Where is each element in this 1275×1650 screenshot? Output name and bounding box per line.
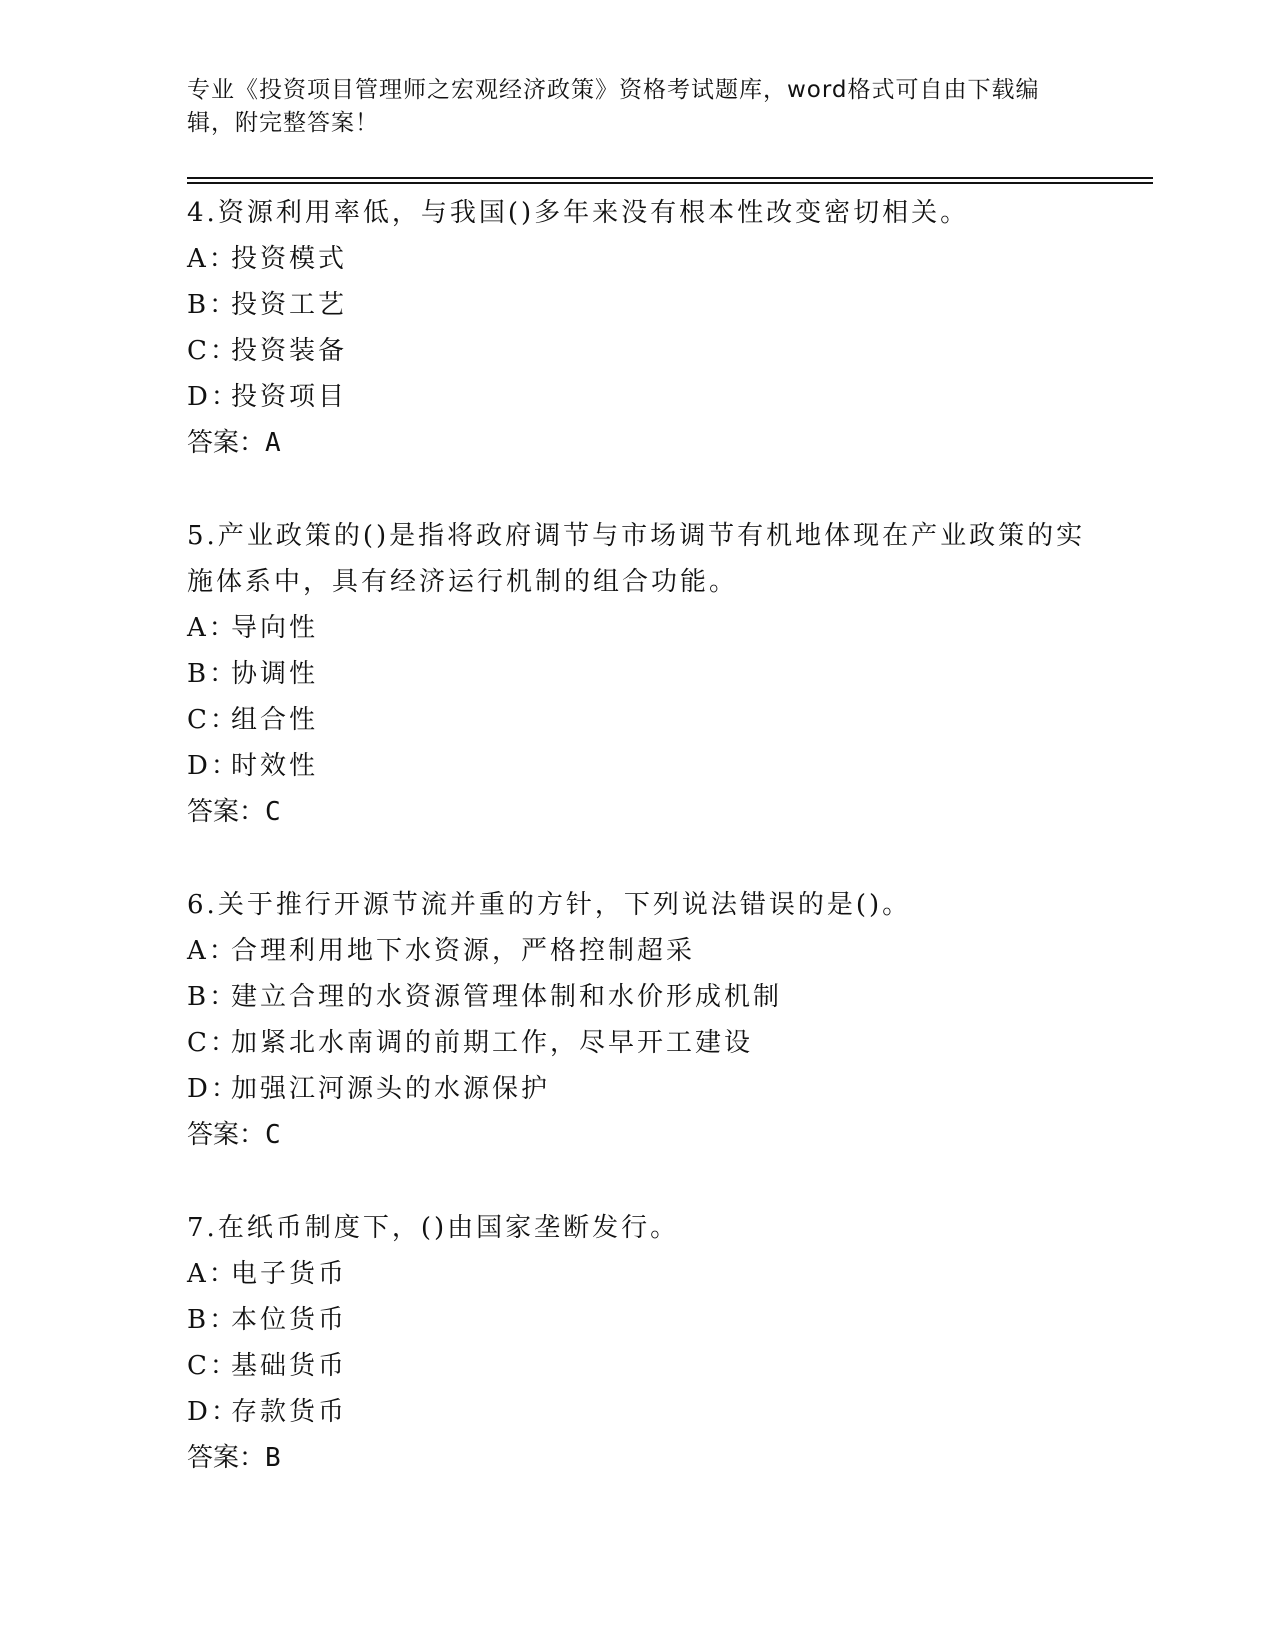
option-text: 投资模式 bbox=[231, 244, 348, 274]
option-text: 本位货币 bbox=[231, 1305, 348, 1335]
question-number: 4. bbox=[187, 198, 218, 228]
option-letter: C： bbox=[187, 705, 239, 735]
option-text: 建立合理的水资源管理体制和水价形成机制 bbox=[231, 982, 783, 1012]
answer-label: 答案： bbox=[187, 1443, 266, 1473]
answer-label: 答案： bbox=[187, 1120, 266, 1150]
option-letter: A： bbox=[187, 936, 238, 966]
option-c bbox=[187, 697, 1087, 743]
option-c bbox=[187, 1020, 1087, 1066]
option-text: 投资装备 bbox=[231, 336, 348, 366]
option-text: 时效性 bbox=[231, 751, 319, 781]
question-text: 在纸币制度下，()由国家垄断发行。 bbox=[217, 1213, 680, 1243]
question-number: 5. bbox=[187, 521, 218, 551]
option-text: 基础货币 bbox=[231, 1351, 348, 1381]
option-text: 加强江河源头的水源保护 bbox=[231, 1074, 551, 1104]
question-stem bbox=[187, 1205, 1087, 1251]
option-letter: D： bbox=[187, 751, 240, 781]
answer-value: C bbox=[265, 797, 281, 827]
option-text: 存款货币 bbox=[231, 1397, 348, 1427]
answer-value: C bbox=[265, 1120, 281, 1150]
option-letter: A： bbox=[187, 613, 238, 643]
question-stem bbox=[187, 882, 1087, 928]
option-a bbox=[187, 236, 1087, 282]
question-text: 关于推行开源节流并重的方针，下列说法错误的是()。 bbox=[217, 890, 912, 920]
header-text: 专业《投资项目管理师之宏观经济政策》资格考试题库，word格式可自由下载编辑，附完整答案！ bbox=[187, 77, 1040, 136]
option-letter: B： bbox=[187, 290, 239, 320]
option-letter: D： bbox=[187, 1074, 240, 1104]
option-text: 导向性 bbox=[231, 613, 319, 643]
answer-value: A bbox=[265, 428, 281, 458]
option-letter: C： bbox=[187, 1028, 239, 1058]
answer-label: 答案： bbox=[187, 797, 266, 827]
option-text: 电子货币 bbox=[231, 1259, 348, 1289]
option-letter: B： bbox=[187, 982, 239, 1012]
option-b bbox=[187, 1297, 1087, 1343]
option-c bbox=[187, 328, 1087, 374]
option-letter: D： bbox=[187, 1397, 240, 1427]
question-stem bbox=[187, 190, 1087, 236]
option-d bbox=[187, 374, 1087, 420]
option-text: 投资项目 bbox=[231, 382, 348, 412]
answer-line bbox=[187, 789, 1087, 835]
option-letter: B： bbox=[187, 659, 239, 689]
option-d bbox=[187, 1066, 1087, 1112]
question-5 bbox=[187, 513, 1087, 835]
question-7 bbox=[187, 1205, 1087, 1481]
question-number: 7. bbox=[187, 1213, 218, 1243]
answer-line bbox=[187, 1112, 1087, 1158]
option-letter: D： bbox=[187, 382, 240, 412]
answer-line bbox=[187, 1435, 1087, 1481]
question-number: 6. bbox=[187, 890, 218, 920]
option-text: 协调性 bbox=[231, 659, 319, 689]
option-letter: C： bbox=[187, 1351, 239, 1381]
option-c bbox=[187, 1343, 1087, 1389]
header-divider-bottom bbox=[187, 182, 1153, 184]
option-letter: A： bbox=[187, 1259, 238, 1289]
question-6 bbox=[187, 882, 1087, 1158]
header-divider-top bbox=[187, 177, 1153, 179]
question-text: 资源利用率低，与我国()多年来没有根本性改变密切相关。 bbox=[217, 198, 970, 228]
option-text: 投资工艺 bbox=[231, 290, 348, 320]
option-b bbox=[187, 282, 1087, 328]
document-header bbox=[187, 74, 1077, 140]
question-list bbox=[187, 190, 1087, 1528]
question-4 bbox=[187, 190, 1087, 466]
question-stem bbox=[187, 513, 1087, 605]
option-text: 合理利用地下水资源，严格控制超采 bbox=[231, 936, 696, 966]
option-letter: A： bbox=[187, 244, 238, 274]
answer-value: B bbox=[265, 1443, 281, 1473]
question-text: 产业政策的()是指将政府调节与市场调节有机地体现在产业政策的实施体系中，具有经济运行机制的组合功能。 bbox=[187, 521, 1086, 597]
option-a bbox=[187, 605, 1087, 651]
option-d bbox=[187, 1389, 1087, 1435]
option-letter: C： bbox=[187, 336, 239, 366]
answer-label: 答案： bbox=[187, 428, 266, 458]
option-a bbox=[187, 1251, 1087, 1297]
option-a bbox=[187, 928, 1087, 974]
option-text: 组合性 bbox=[231, 705, 319, 735]
option-letter: B： bbox=[187, 1305, 239, 1335]
answer-line bbox=[187, 420, 1087, 466]
option-text: 加紧北水南调的前期工作，尽早开工建设 bbox=[231, 1028, 754, 1058]
option-b bbox=[187, 974, 1087, 1020]
option-b bbox=[187, 651, 1087, 697]
option-d bbox=[187, 743, 1087, 789]
